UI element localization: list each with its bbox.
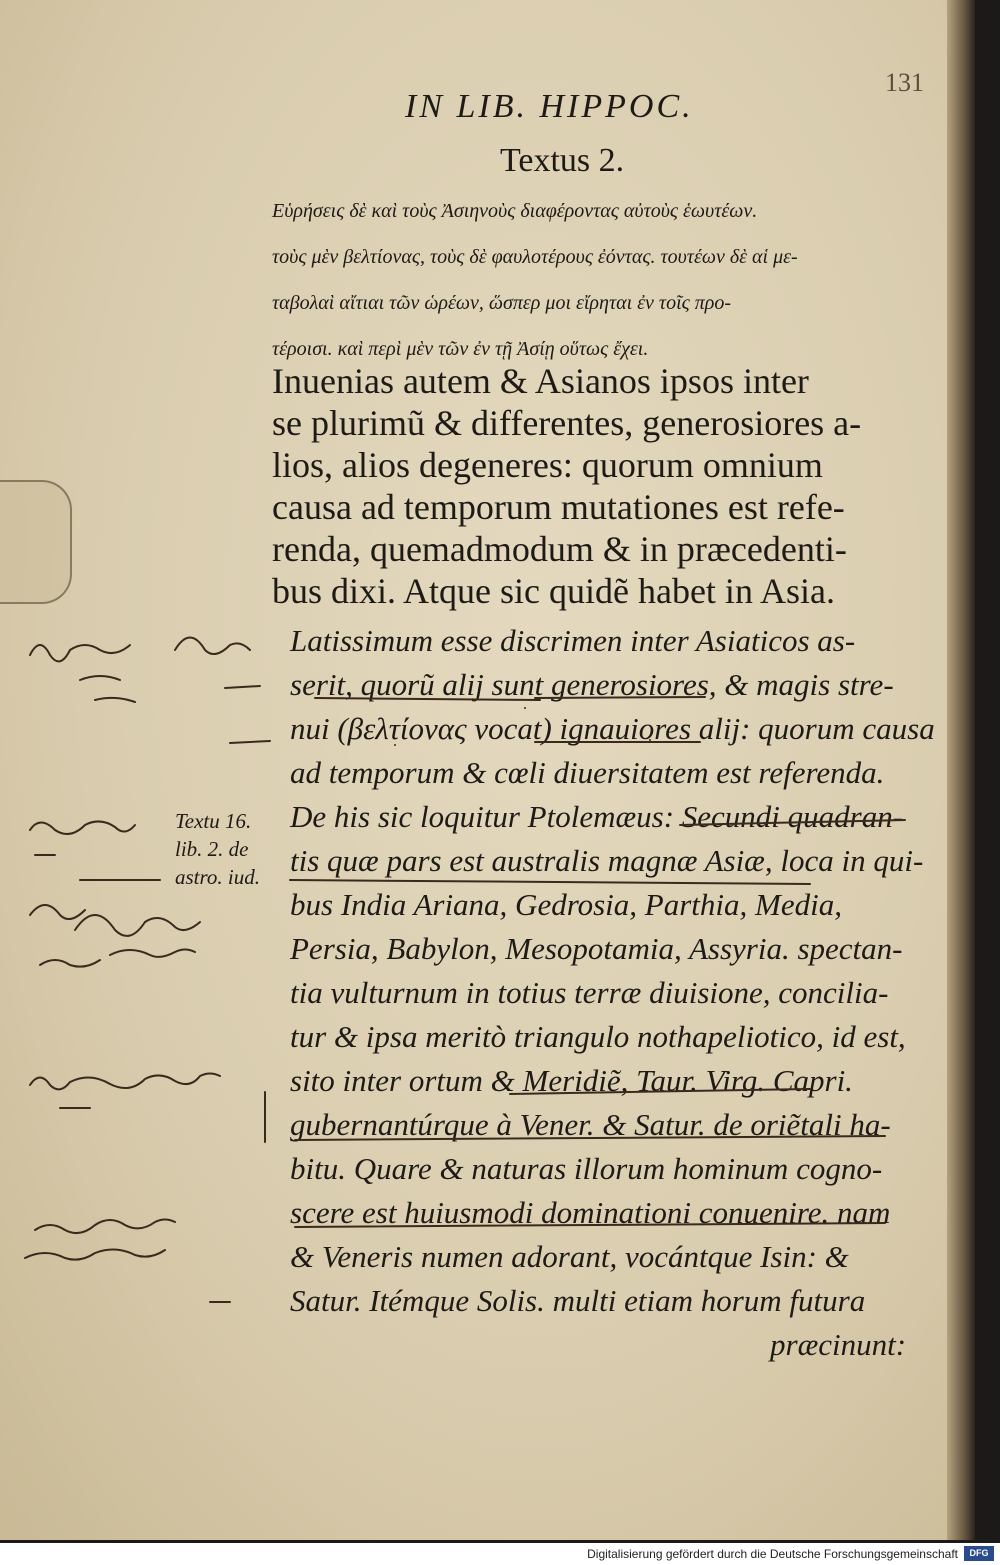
commentary-line: Persia, Babylon, Mesopotamia, Assyria. spectan- <box>290 931 903 966</box>
commentary-line: serit, quorũ alij sunt generosiores, & magis stre- <box>290 667 894 702</box>
marginal-scribble <box>25 1220 230 1303</box>
footer-credit: Digitalisierung gefördert durch die Deutsche Forschungsgemeinschaft <box>587 1547 958 1561</box>
marginal-scribble <box>30 905 200 967</box>
commentary-line: scere est huiusmodi dominationi conuenire. nam <box>290 1195 891 1230</box>
commentary-line: bus India Ariana, Gedrosia, Parthia, Media, <box>290 887 842 922</box>
commentary-line: tur & ipsa meritò triangulo nothapeliotico, id est, <box>290 1019 906 1054</box>
greek-line: τοὺς μὲν βελτίονας, τοὺς δὲ φαυλοτέρους ἐόντας. τουτέων δὲ αἱ με- <box>272 246 798 268</box>
latin-line: Inuenias autem & Asianos ipsos inter <box>272 361 809 401</box>
commentary-line: tia vulturnum in totius terræ diuisione, concilia- <box>290 975 889 1010</box>
commentary-catchword: præcinunt: <box>770 1327 907 1362</box>
dfg-logo: DFG <box>964 1546 994 1561</box>
marginal-scribble <box>80 676 270 743</box>
commentary-line: De his sic loquitur Ptolemæus: Secundi quadran- <box>290 799 904 834</box>
greek-line: ταβολαὶ αἴτιαι τῶν ὡρέων, ὥσπερ μοι εἴρηται ἐν τοῖς προ- <box>272 292 732 314</box>
latin-line: lios, alios degeneres: quorum omnium <box>272 445 823 485</box>
commentary-line: bitu. Quare & naturas illorum hominum cogno- <box>290 1151 883 1186</box>
underline <box>290 697 905 1227</box>
section-title: Textus 2. <box>500 142 625 179</box>
marginal-scribble <box>30 638 250 662</box>
commentary-line: & Veneris numen adorant, vocántque Isin: & <box>290 1239 849 1274</box>
commentary-line: ad temporum & cœli diuersitatem est referenda. <box>290 755 885 790</box>
latin-line: se plurimũ & differentes, generosiores a- <box>272 403 862 443</box>
side-note-line: Textu 16. <box>175 809 252 833</box>
latin-line: causa ad temporum mutationes est refe- <box>272 487 845 527</box>
commentary-line: Latissimum esse discrimen inter Asiaticos as- <box>290 623 856 658</box>
footer-bar <box>0 1543 1000 1565</box>
latin-line: renda, quemadmodum & in præcedenti- <box>272 529 847 569</box>
commentary-line: Satur. Itémque Solis. multi etiam horum futura <box>290 1283 866 1318</box>
running-head: IN LIB. HIPPOC. <box>405 88 694 125</box>
marginal-scribble <box>30 1074 265 1143</box>
latin-line: bus dixi. Atque sic quidẽ habet in Asia. <box>272 571 835 611</box>
greek-line: Εὑρήσεις δὲ καὶ τοὺς Ἀσιηνοὺς διαφέροντας αὐτοὺς ἑωυτέων. <box>272 200 758 222</box>
commentary-line: tis quæ pars est australis magnæ Asiæ, loca in qui- <box>290 843 924 878</box>
page-number: 131 <box>885 68 924 97</box>
side-note-line: astro. iud. <box>175 865 260 889</box>
commentary-line: nui (βελτίονας vocat) ignauiores alij: quorum causa <box>290 711 935 746</box>
greek-line: τέροισι. καὶ περὶ μὲν τῶν ἐν τῇ Ἀσίῃ οὕτως ἔχει. <box>272 338 649 360</box>
marginal-scribble <box>30 821 160 880</box>
side-note-line: lib. 2. de <box>175 837 249 861</box>
commentary-line: gubernantúrque à Vener. & Satur. de oriẽtali ha- <box>290 1107 891 1142</box>
commentary-line: sito inter ortum & Meridiẽ, Taur. Virg. Capri. <box>290 1063 853 1098</box>
